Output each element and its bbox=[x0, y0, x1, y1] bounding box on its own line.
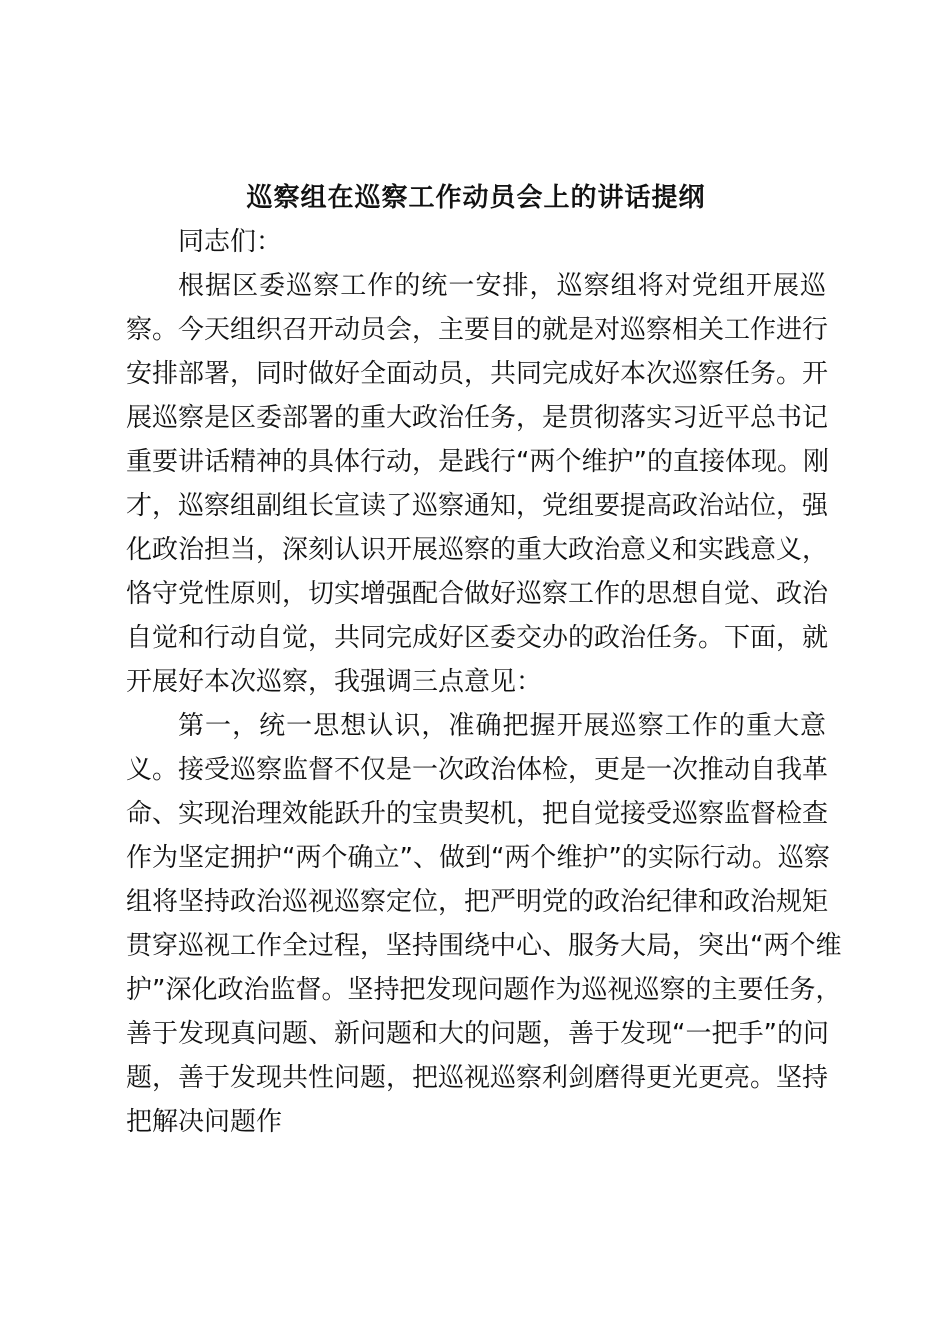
paragraph-line: 根据区委巡察工作的统一安排，巡察组将对党组开展巡 bbox=[178, 271, 826, 301]
document-title: 巡察组在巡察工作动员会上的讲话提纲 bbox=[246, 183, 706, 213]
paragraph-line: 义。接受巡察监督不仅是一次政治体检，更是一次推动自我革 bbox=[126, 755, 829, 785]
document-body bbox=[126, 176, 842, 1144]
salutation: 同志们： bbox=[178, 227, 283, 257]
paragraph-line: 自觉和行动自觉，共同完成好区委交办的政治任务。下面，就 bbox=[126, 623, 829, 653]
paragraph-intro bbox=[126, 264, 829, 704]
paragraph-line: 善于发现真问题、新问题和大的问题，善于发现“一把手”的问 bbox=[126, 1019, 829, 1049]
paragraph-line: 护”深化政治监督。坚持把发现问题作为巡视巡察的主要任务， bbox=[126, 975, 842, 1005]
paragraph-line: 安排部署，同时做好全面动员，共同完成好本次巡察任务。开 bbox=[126, 359, 829, 389]
paragraph-line: 作为坚定拥护“两个确立”、做到“两个维护”的实际行动。巡察 bbox=[126, 843, 830, 873]
paragraph-line: 开展好本次巡察，我强调三点意见： bbox=[126, 667, 543, 697]
paragraph-line: 才，巡察组副组长宣读了巡察通知，党组要提高政治站位，强 bbox=[126, 491, 829, 521]
paragraph-line: 贯穿巡视工作全过程，坚持围绕中心、服务大局，突出“两个维 bbox=[126, 931, 842, 961]
paragraph-line: 把解决问题作 bbox=[126, 1107, 283, 1137]
paragraph-line: 组将坚持政治巡视巡察定位，把严明党的政治纪律和政治规矩 bbox=[126, 887, 829, 917]
paragraph-line: 重要讲话精神的具体行动，是践行“两个维护”的直接体现。刚 bbox=[126, 447, 829, 477]
paragraph-line: 展巡察是区委部署的重大政治任务，是贯彻落实习近平总书记 bbox=[126, 403, 829, 433]
paragraph-line: 察。今天组织召开动员会，主要目的就是对巡察相关工作进行 bbox=[126, 315, 829, 345]
paragraph-first-point bbox=[126, 704, 842, 1144]
paragraph-line: 第一，统一思想认识，准确把握开展巡察工作的重大意 bbox=[178, 711, 826, 741]
paragraph-line: 题，善于发现共性问题，把巡视巡察利剑磨得更光更亮。坚持 bbox=[126, 1063, 829, 1093]
paragraph-line: 命、实现治理效能跃升的宝贵契机，把自觉接受巡察监督检查 bbox=[126, 799, 829, 829]
paragraph-line: 恪守党性原则，切实增强配合做好巡察工作的思想自觉、政治 bbox=[126, 579, 829, 609]
paragraph-line: 化政治担当，深刻认识开展巡察的重大政治意义和实践意义， bbox=[126, 535, 829, 565]
